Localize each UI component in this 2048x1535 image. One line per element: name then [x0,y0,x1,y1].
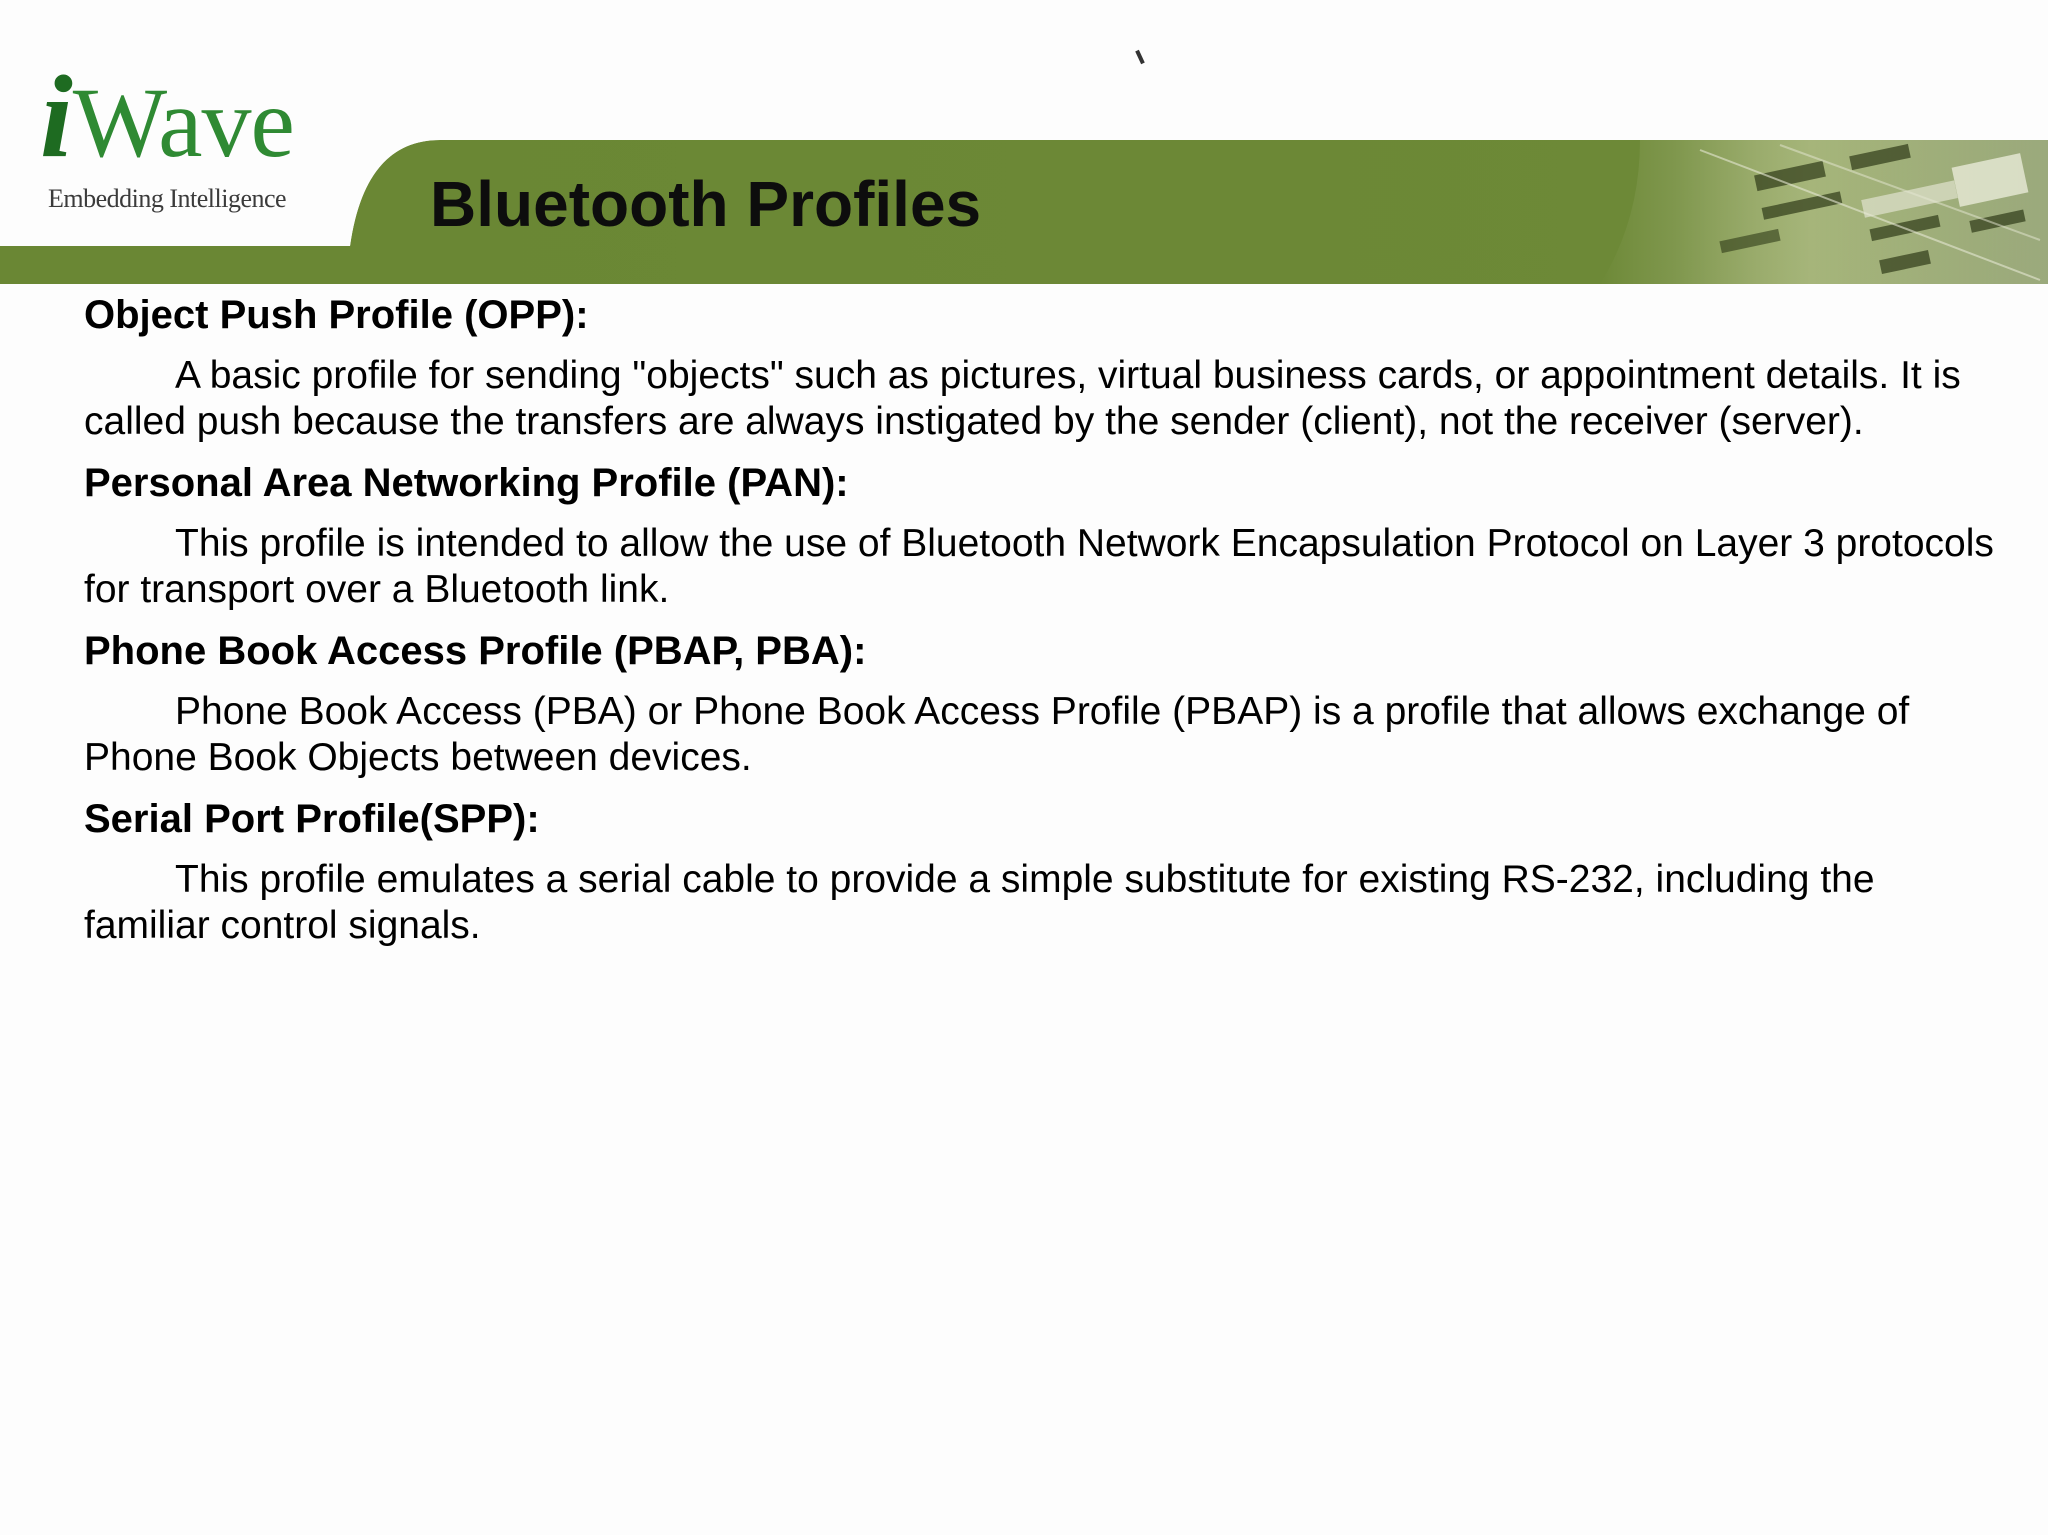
page-title: Bluetooth Profiles [430,168,982,240]
slide-header [0,0,2048,290]
iwave-logo [40,51,340,228]
section-heading-pbap: Phone Book Access Profile (PBAP, PBA): [84,629,867,673]
circuit-board-image [1600,140,2048,284]
slide-content [84,292,2004,964]
section-body-pan: This profile is intended to allow the use of Bluetooth Network Encapsulation Protocol on Layer 3 protocols for transport over a Bluetooth link. [84,522,1994,611]
section-body-pbap: Phone Book Access (PBA) or Phone Book Access Profile (PBAP) is a profile that allows exchange of Phone Book Objects between devices. [84,690,1910,779]
section-body-opp: A basic profile for sending "objects" such as pictures, virtual business cards, or appointment details. It is called push because the transfers are always instigated by the sender (client), not the receiver (server). [84,354,1961,443]
section-heading-pan: Personal Area Networking Profile (PAN): [84,461,849,505]
section-heading-opp: Object Push Profile (OPP): [84,293,589,337]
logo-tagline: Embedding Intelligence [48,184,287,213]
logo-wordmark [40,51,294,182]
logo-letter-i: i [40,51,73,182]
section-heading-spp: Serial Port Profile(SPP): [84,797,540,841]
logo-word-rest: Wave [72,67,294,178]
section-body-spp: This profile emulates a serial cable to provide a simple substitute for existing RS-232, including the familiar control signals. [84,858,1875,947]
